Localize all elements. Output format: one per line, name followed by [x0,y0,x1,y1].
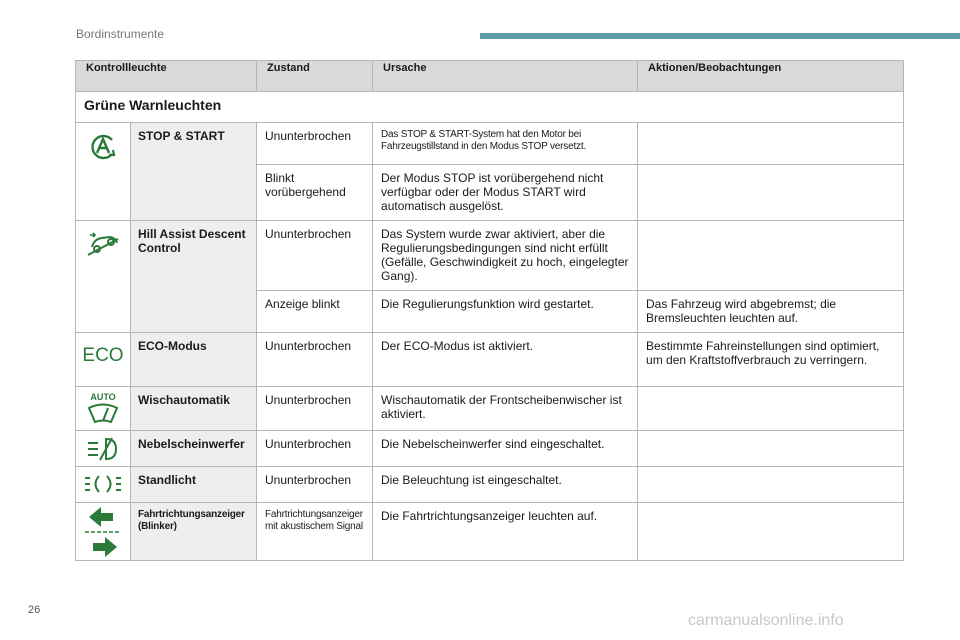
cause-cell: Der ECO-Modus ist aktiviert. [373,333,638,387]
cause-cell: Die Nebelscheinwerfer sind eingeschaltet. [373,431,638,467]
lamp-name: ECO-Modus [131,333,257,387]
action-cell [638,431,904,467]
table-row [76,123,904,165]
table-row [76,431,904,467]
column-header-lamp: Kontrollleuchte [76,61,257,92]
watermark: carmanualsonline.info [688,612,844,629]
action-cell [638,503,904,561]
lamp-name: Hill Assist Descent Control [131,221,257,333]
hill-descent-icon [76,221,131,333]
cause-cell: Wischautomatik der Frontscheibenwischer ist aktiviert. [373,387,638,431]
header-accent-bar [480,33,960,39]
action-cell [638,467,904,503]
lamp-name: Wischautomatik [131,387,257,431]
state-cell: Ununterbrochen [257,387,373,431]
column-header-state: Zustand [257,61,373,92]
cause-cell: Der Modus STOP ist vorübergehend nicht verfügbar oder der Modus START wird automatisch ausgelöst. [373,165,638,221]
state-cell: Ununterbrochen [257,431,373,467]
page-number: 26 [28,604,41,616]
auto-wiper-icon [76,387,131,431]
action-cell [638,165,904,221]
cause-cell: Die Fahrtrichtungsanzeiger leuchten auf. [373,503,638,561]
stop-start-icon [76,123,131,221]
eco-icon [76,333,131,387]
cause-cell: Das System wurde zwar aktiviert, aber die Regulierungsbedingungen sind nicht erfüllt (Gefälle, Geschwindigkeit zu hoch, eingelegter Gang). [373,221,638,291]
turn-signal-icon [76,503,131,561]
section-title: Grüne Warnleuchten [76,92,904,123]
state-cell: Ununterbrochen [257,333,373,387]
running-header: Bordinstrumente [76,27,165,41]
fog-light-icon [76,431,131,467]
cause-cell: Das STOP & START-System hat den Motor bei Fahrzeugstillstand in den Modus STOP versetzt. [373,123,638,165]
lamp-name: STOP & START [131,123,257,221]
column-header-action: Aktionen/Beobachtungen [638,61,904,92]
table-header-row [76,61,904,92]
table-row [76,387,904,431]
position-light-icon [76,467,131,503]
state-cell: Blinkt vorübergehend [257,165,373,221]
warning-lamp-table [75,60,904,561]
state-cell: Anzeige blinkt [257,291,373,333]
table-row [76,467,904,503]
section-row [76,92,904,123]
action-cell: Bestimmte Fahreinstellungen sind optimiert, um den Kraftstoffverbrauch zu verringern. [638,333,904,387]
eco-icon-text: ECO [82,345,124,365]
action-cell [638,123,904,165]
action-cell: Das Fahrzeug wird abgebremst; die Bremsleuchten leuchten auf. [638,291,904,333]
lamp-name: Fahrtrichtungsanzeiger (Blinker) [131,503,257,561]
action-cell [638,387,904,431]
cause-cell: Die Regulierungsfunktion wird gestartet. [373,291,638,333]
table-row [76,221,904,291]
action-cell [638,221,904,291]
cause-cell: Die Beleuchtung ist eingeschaltet. [373,467,638,503]
state-cell: Fahrtrichtungsanzeiger mit akustischem Signal [257,503,373,561]
state-cell: Ununterbrochen [257,467,373,503]
column-header-cause: Ursache [373,61,638,92]
table-row [76,333,904,387]
auto-icon-text: AUTO [90,392,116,402]
state-cell: Ununterbrochen [257,221,373,291]
state-cell: Ununterbrochen [257,123,373,165]
lamp-name: Nebelscheinwerfer [131,431,257,467]
lamp-name: Standlicht [131,467,257,503]
table-row [76,503,904,561]
